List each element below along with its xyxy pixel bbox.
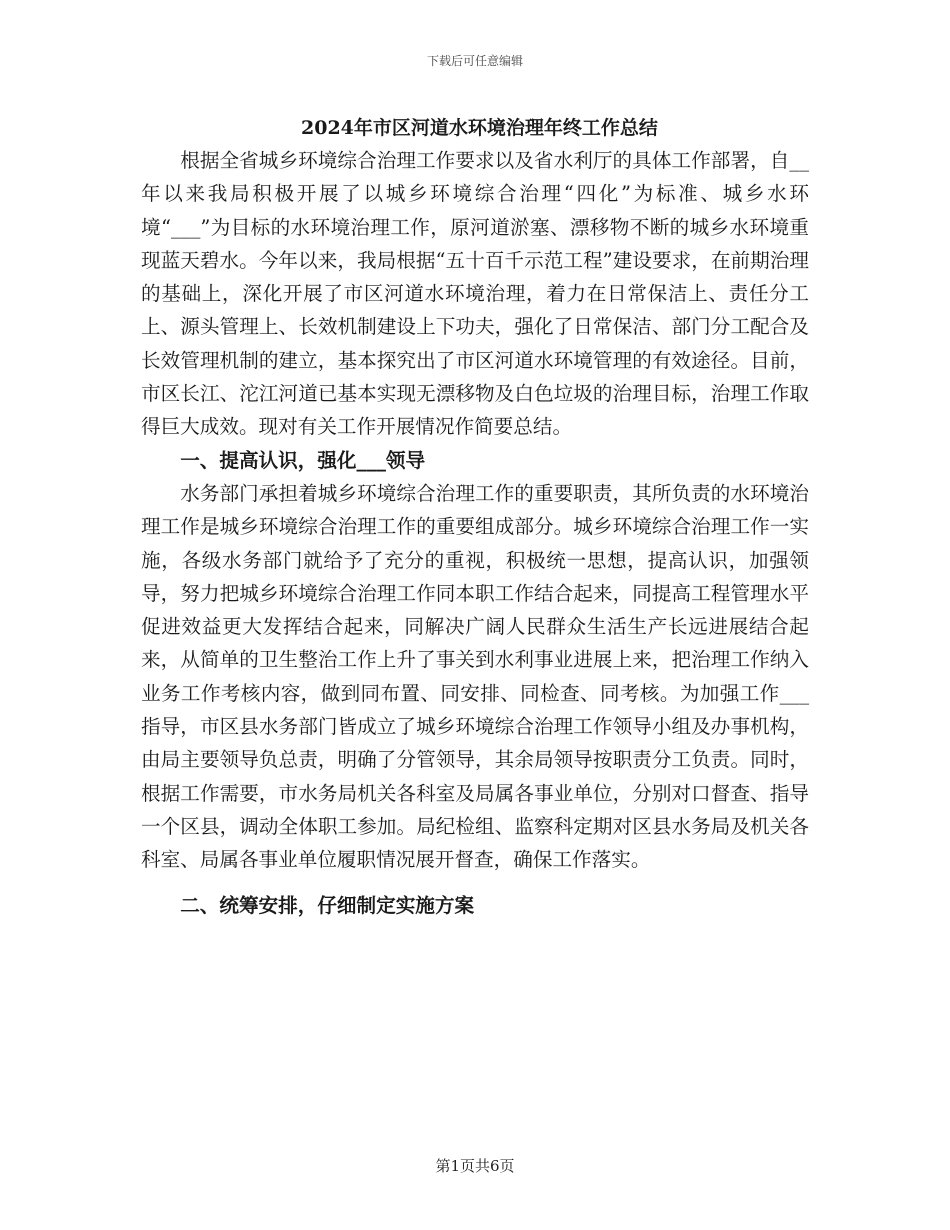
section-1-paragraph: 水务部门承担着城乡环境综合治理工作的重要职责，其所负责的水环境治理工作是城乡环境综合治理工作的重要组成部分。城乡环境综合治理工作一实施，各级水务部门就给予了充分的重视，积极统一思想，提高认识，加强领导，努力把城乡环境综合治理工作同本职工作结合起来，同提高工程管理水平促进效益更大发挥结合起来，同解决广阔人民群众生活生产长远进展结合起来，从简单的卫生整治工作上升了事关到水利事业进展上来，把治理工作纳入业务工作考核内容，做到同布置、同安排、同检查、同考核。为加强工作___指导，市区县水务部门皆成立了城乡环境综合治理工作领导小组及办事机构，由局主要领导负总责，明确了分管领导，其余局领导按职责分工负责。同时，根据工作需要，市水务局机关各科室及局属各事业单位，分别对口督查、指导一个区县，调动全体职工参加。局纪检组、监察科定期对区县水务局及机关各科室、局属各事业单位履职情况展开督查，确保工作落实。 (141, 481, 809, 872)
section-2-heading: 二、统筹安排，仔细制定实施方案 (180, 893, 475, 917)
intro-paragraph: 根据全省城乡环境综合治理工作要求以及省水利厅的具体工作部署，自__年以来我局积极开展了以城乡环境综合治理“四化”为标准、城乡水环境“___”为目标的水环境治理工作，原河道淤塞、漂移物不断的城乡水环境重现蓝天碧水。今年以来，我局根据“五十百千示范工程”建设要求，在前期治理的基础上，深化开展了市区河道水环境治理，着力在日常保洁上、责任分工上、源头管理上、长效机制建设上下功夫，强化了日常保洁、部门分工配合及长效管理机制的建立，基本探究出了市区河道水环境管理的有效途径。目前，市区长江、沱江河道已基本实现无漂移物及白色垃圾的治理目标，治理工作取得巨大成效。现对有关工作开展情况作简要总结。 (141, 149, 809, 439)
section-1-heading: 一、提高认识，强化___领导 (180, 448, 426, 472)
document-body (141, 112, 809, 922)
page-header: 下载后可任意编辑 (426, 54, 523, 68)
page-number: 第1页共6页 (435, 1157, 515, 1175)
document-title: 2024年市区河道水环境治理年终工作总结 (301, 117, 658, 139)
